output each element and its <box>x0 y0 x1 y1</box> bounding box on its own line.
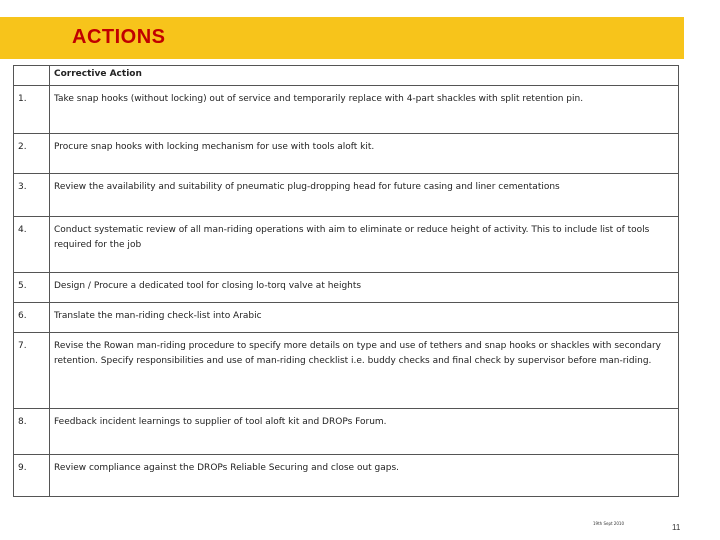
table-row <box>14 86 679 134</box>
row-text: Take snap hooks (without locking) out of service and temporarily replace with 4-part shackles with split retention pin. <box>50 86 679 134</box>
table-row <box>14 273 679 303</box>
page-title: ACTIONS <box>72 26 166 48</box>
row-text: Review the availability and suitability of pneumatic plug-dropping head for future casing and liner cementations <box>50 174 679 217</box>
row-text: Translate the man-riding check-list into Arabic <box>50 303 679 333</box>
row-number: 2. <box>14 134 50 174</box>
table-row <box>14 134 679 174</box>
row-text: Procure snap hooks with locking mechanism for use with tools aloft kit. <box>50 134 679 174</box>
row-number: 7. <box>14 333 50 409</box>
row-number: 3. <box>14 174 50 217</box>
row-number: 5. <box>14 273 50 303</box>
row-number: 8. <box>14 409 50 455</box>
table-row <box>14 333 679 409</box>
header-num-cell <box>14 66 50 86</box>
row-text: Conduct systematic review of all man-riding operations with aim to eliminate or reduce height of activity. This to include list of tools required for the job <box>50 217 679 273</box>
actions-table <box>13 65 679 497</box>
row-text: Design / Procure a dedicated tool for closing lo-torq valve at heights <box>50 273 679 303</box>
title-bar <box>0 17 684 59</box>
row-text: Revise the Rowan man-riding procedure to specify more details on type and use of tethers and snap hooks or shackles with secondary retention. Specify responsibilities and use of man-riding checklist i.e. buddy checks and final check by supervisor before man-riding. <box>50 333 679 409</box>
table-row <box>14 217 679 273</box>
row-text: Review compliance against the DROPs Reliable Securing and close out gaps. <box>50 455 679 497</box>
table-row <box>14 174 679 217</box>
footer-date: 19th Sept 2010 <box>593 521 625 526</box>
row-text: Feedback incident learnings to supplier of tool aloft kit and DROPs Forum. <box>50 409 679 455</box>
page-number: 11 <box>672 523 681 532</box>
table-row <box>14 409 679 455</box>
row-number: 6. <box>14 303 50 333</box>
row-number: 1. <box>14 86 50 134</box>
header-label: Corrective Action <box>50 66 679 86</box>
table-header-row <box>14 66 679 86</box>
table-row <box>14 303 679 333</box>
row-number: 4. <box>14 217 50 273</box>
row-number: 9. <box>14 455 50 497</box>
table-row <box>14 455 679 497</box>
